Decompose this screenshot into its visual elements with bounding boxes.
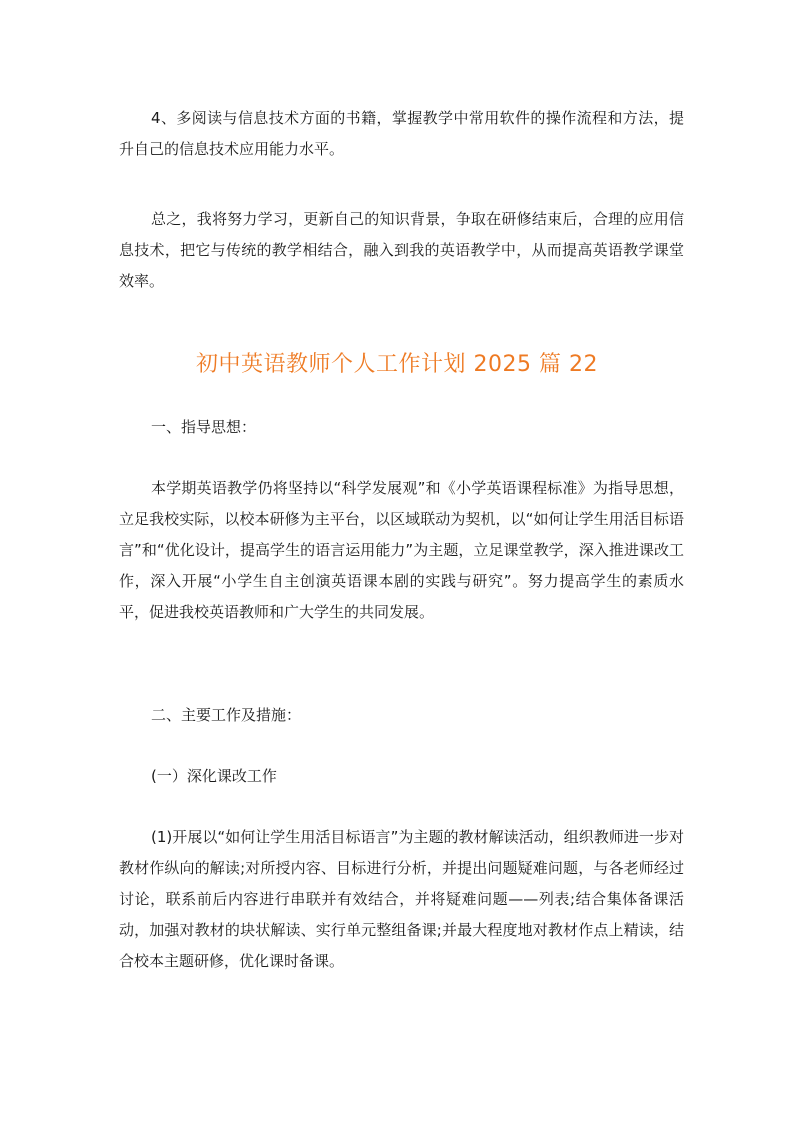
paragraph-summary: 总之，我将努力学习，更新自己的知识背景，争取在研修结束后，合理的应用信息技术，把它与传统的教学相结合，融入到我的英语教学中，从而提高英语教学课堂效率。 xyxy=(119,210,684,290)
subsection-heading-curriculum-reform: (一）深化课改工作 xyxy=(151,767,277,785)
section-heading-guiding-ideology: 一、指导思想： xyxy=(151,418,257,436)
section-heading-main-work: 二、主要工作及措施： xyxy=(151,706,302,724)
paragraph-guiding-ideology: 本学期英语教学仍将坚持以“科学发展观”和《小学英语课程标准》为指导思想，立足我校实际，以校本研修为主平台，以区域联动为契机，以“如何让学生用活目标语言”和“优化设计，提高学生的语言运用能力”为主题，立足课堂教学，深入推进课改工作，深入开展“小学生自主创演英语课本剧的实践与研究”。努力提高学生的素质水平，促进我校英语教师和广大学生的共同发展。 xyxy=(119,479,684,621)
document-title: 初中英语教师个人工作计划 2025 篇 22 xyxy=(196,352,598,377)
paragraph-reading-books: 4、多阅读与信息技术方面的书籍，掌握教学中常用软件的操作流程和方法，提升自己的信息技术应用能力水平。 xyxy=(119,109,684,158)
paragraph-curriculum-reform: (1)开展以“如何让学生用活目标语言”为主题的教材解读活动，组织教师进一步对教材作纵向的解读;对所授内容、目标进行分析，并提出问题疑难问题，与各老师经过讨论，联系前后内容进行串联并有效结合，并将疑难问题——列表;结合集体备课活动，加强对教材的块状解读、实行单元整组备课;并最大程度地对教材作点上精读，结合校本主题研修，优化课时备课。 xyxy=(119,828,684,970)
